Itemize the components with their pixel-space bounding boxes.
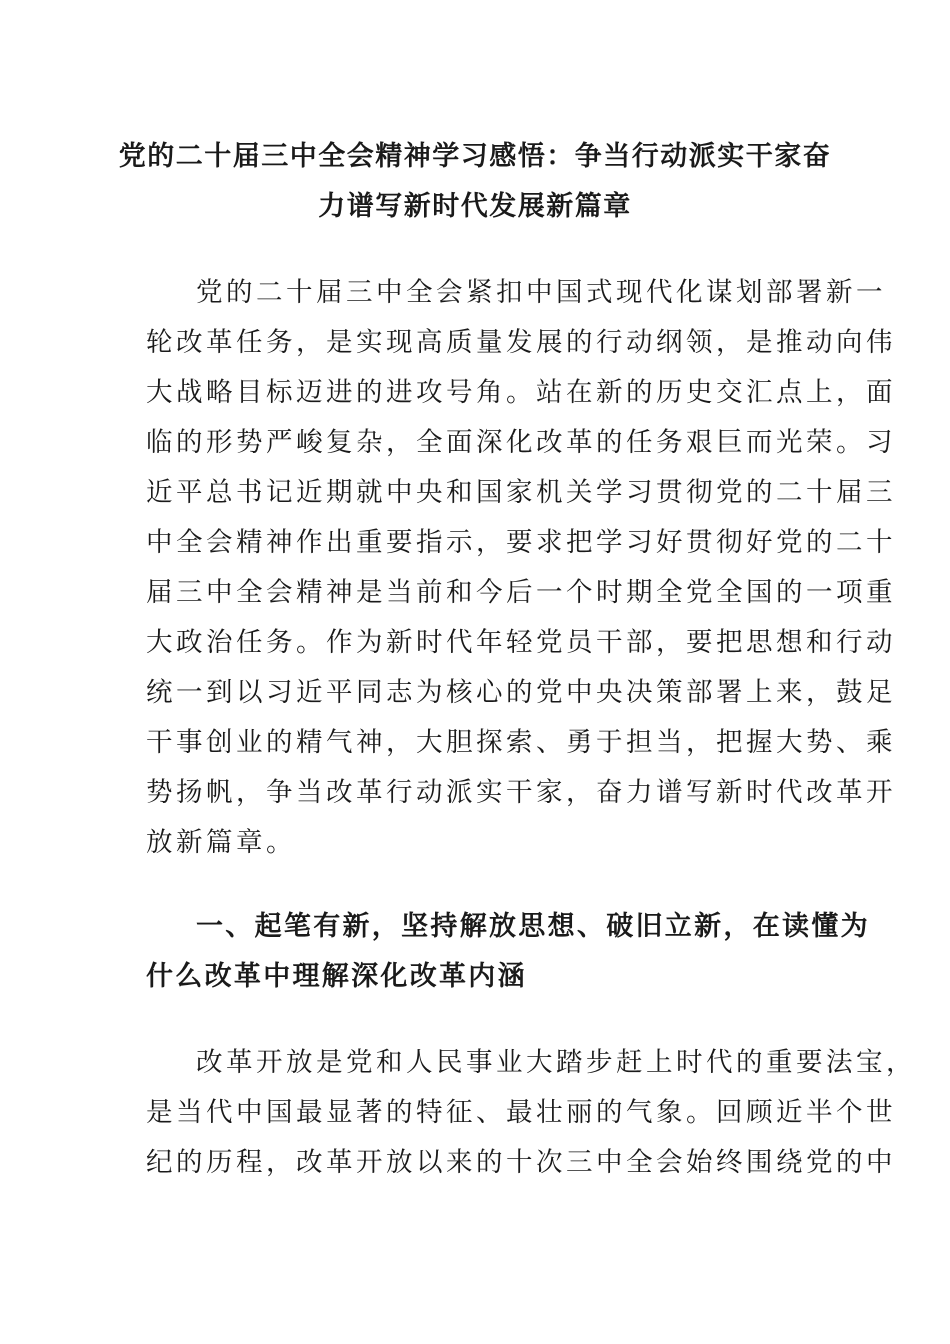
section-heading-line-1: 一、起笔有新，坚持解放思想、破旧立新，在读懂为	[196, 911, 870, 942]
intro-paragraph-line: 届三中全会精神是当前和今后一个时期全党全国的一项重	[146, 577, 896, 608]
intro-paragraph-line: 中全会精神作出重要指示，要求把学习好贯彻好党的二十	[146, 527, 896, 558]
intro-paragraph-line: 轮改革任务，是实现高质量发展的行动纲领，是推动向伟	[146, 327, 896, 358]
intro-paragraph-line: 党的二十届三中全会紧扣中国式现代化谋划部署新一	[196, 277, 886, 308]
section-heading-line-2: 什么改革中理解深化改革内涵	[146, 961, 527, 992]
section-paragraph-line: 改革开放是党和人民事业大踏步赶上时代的重要法宝，	[196, 1047, 916, 1078]
document-title-line-2: 力谱写新时代发展新篇章	[318, 191, 632, 222]
intro-paragraph-line: 大政治任务。作为新时代年轻党员干部，要把思想和行动	[146, 627, 896, 658]
document-title-line-1: 党的二十届三中全会精神学习感悟：争当行动派实干家奋	[118, 141, 832, 172]
intro-paragraph-line: 干事创业的精气神，大胆探索、勇于担当，把握大势、乘	[146, 727, 896, 758]
section-paragraph-line: 纪的历程，改革开放以来的十次三中全会始终围绕党的中	[146, 1147, 896, 1178]
intro-paragraph-line: 统一到以习近平同志为核心的党中央决策部署上来，鼓足	[146, 677, 896, 708]
intro-paragraph-line: 临的形势严峻复杂，全面深化改革的任务艰巨而光荣。习	[146, 427, 896, 458]
intro-paragraph-line: 势扬帆，争当改革行动派实干家，奋力谱写新时代改革开	[146, 777, 896, 808]
intro-paragraph-line: 放新篇章。	[146, 827, 296, 858]
section-paragraph-line: 是当代中国最显著的特征、最壮丽的气象。回顾近半个世	[146, 1097, 896, 1128]
intro-paragraph-line: 大战略目标迈进的进攻号角。站在新的历史交汇点上，面	[146, 377, 896, 408]
intro-paragraph-line: 近平总书记近期就中央和国家机关学习贯彻党的二十届三	[146, 477, 896, 508]
